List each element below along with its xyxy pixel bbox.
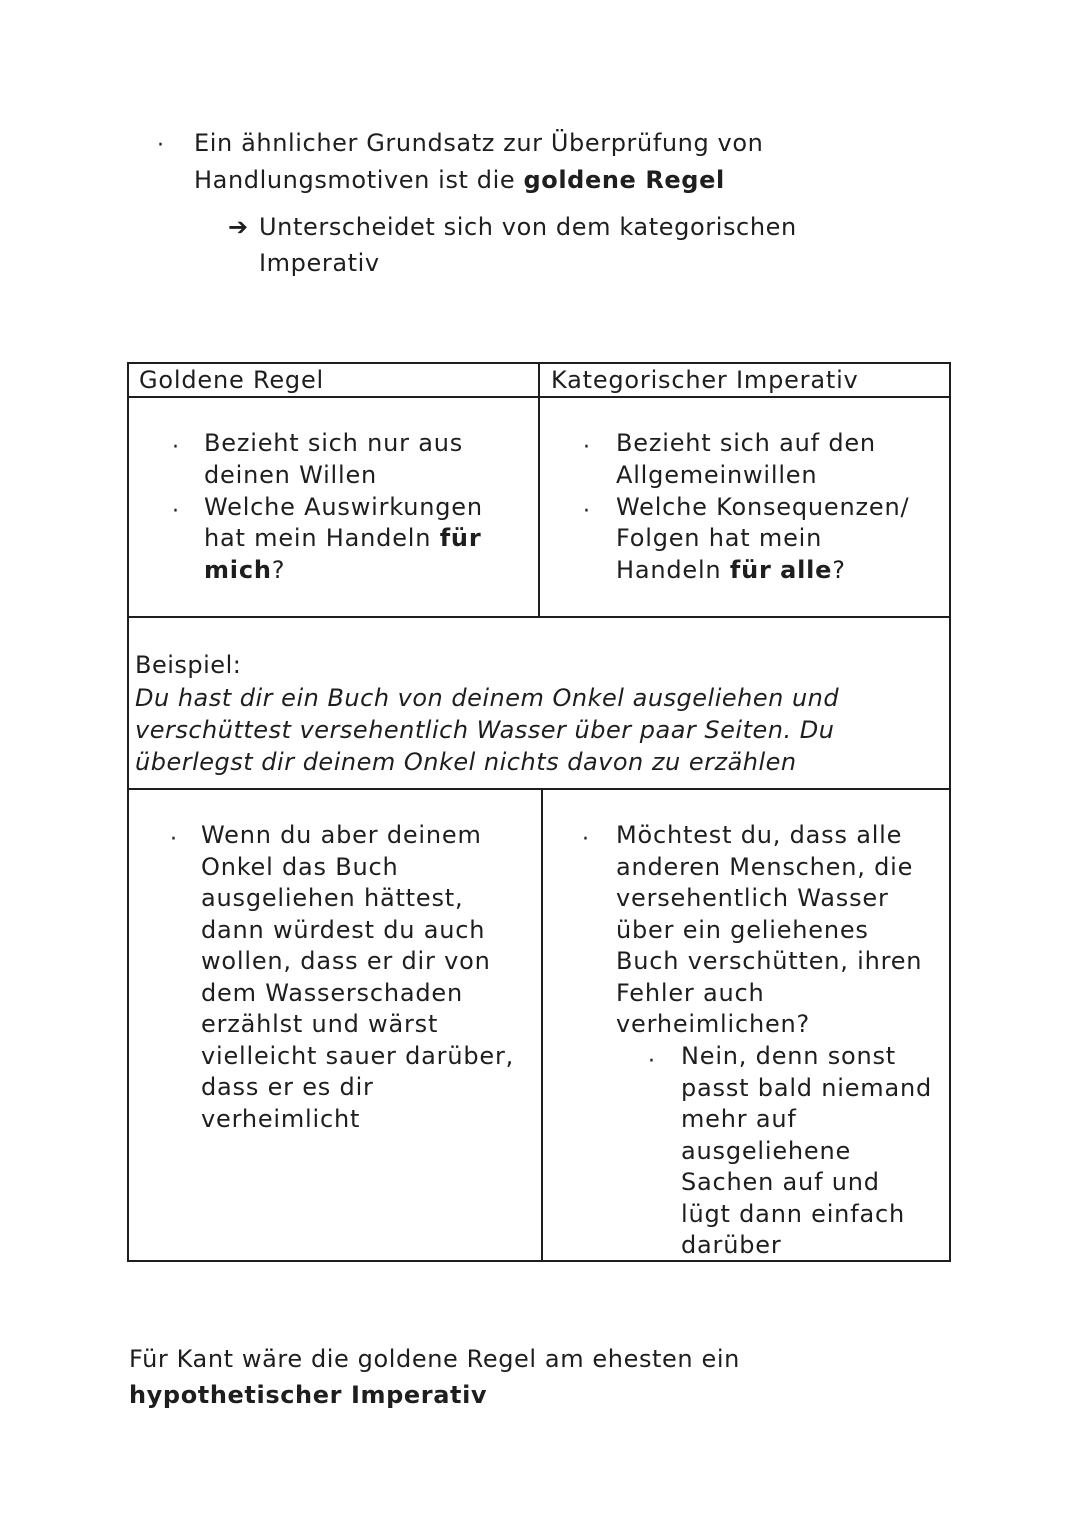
left-example-line: erzählst und wärst bbox=[201, 1010, 439, 1038]
right-example-line: versehentlich Wasser bbox=[616, 884, 889, 912]
left-example-line: Wenn du aber deinem bbox=[201, 821, 482, 849]
bullet-icon: · bbox=[583, 499, 590, 524]
right-point-2-suffix: ? bbox=[832, 556, 846, 584]
right-example-line: Buch verschütten, ihren bbox=[616, 947, 923, 975]
left-point-2-line-3 bbox=[204, 555, 285, 587]
right-point-2-line-2: Folgen hat mein bbox=[616, 524, 823, 552]
left-point-2-line-2 bbox=[204, 523, 481, 555]
hypothetical-imperative-term: hypothetischer Imperativ bbox=[129, 1381, 488, 1409]
right-example-line: über ein geliehenes bbox=[616, 915, 869, 944]
right-point-2-space bbox=[772, 556, 780, 584]
right-point-2-bold-alle: alle bbox=[780, 556, 833, 584]
left-point-2-bold-mich: mich bbox=[204, 556, 272, 584]
left-example-line: dass er es dir bbox=[201, 1073, 374, 1101]
example-text-line-2: verschüttest versehentlich Wasser über paar Seiten. Du bbox=[135, 716, 835, 744]
example-text-line-1: Du hast dir ein Buch von deinem Onkel ausgeliehen und bbox=[135, 684, 840, 712]
example-text-line-3: überlegst dir deinem Onkel nichts davon zu erzählen bbox=[135, 748, 797, 776]
right-sub-line: Nein, denn sonst bbox=[681, 1042, 897, 1070]
right-sub-line: Sachen auf und bbox=[681, 1168, 880, 1196]
bullet-icon: · bbox=[582, 827, 589, 852]
bullet-icon: · bbox=[157, 133, 164, 158]
left-example-line: vielleicht sauer darüber, bbox=[201, 1041, 515, 1070]
right-point-2-bold-fuer: für bbox=[729, 556, 772, 584]
right-sub-line: mehr auf bbox=[681, 1105, 797, 1133]
bullet-icon: · bbox=[170, 827, 177, 852]
right-sub-line: darüber bbox=[681, 1231, 782, 1259]
bullet-icon: · bbox=[172, 499, 179, 524]
example-label: Beispiel: bbox=[135, 651, 242, 679]
comparison-table bbox=[127, 362, 951, 1262]
conclusion-line-1: Für Kant wäre die goldene Regel am ehesten ein bbox=[129, 1345, 740, 1373]
left-example-line: ausgeliehen hättest, bbox=[201, 884, 464, 912]
intro-line-1: Ein ähnlicher Grundsatz zur Überprüfung von bbox=[194, 129, 764, 157]
right-example-line: Fehler auch bbox=[616, 978, 765, 1007]
left-point-2-line-1: Welche Auswirkungen bbox=[204, 493, 483, 521]
right-point-2-line-1: Welche Konsequenzen/ bbox=[616, 493, 910, 521]
right-point-1-line-2: Allgemeinwillen bbox=[616, 461, 818, 489]
left-point-1-line-2: deinen Willen bbox=[204, 461, 378, 489]
intro-line-2-text: Handlungsmotiven ist die bbox=[194, 166, 524, 194]
example-bottom-divider bbox=[129, 788, 949, 790]
right-sub-line: lügt dann einfach bbox=[681, 1199, 905, 1228]
intro-line-2 bbox=[194, 163, 725, 198]
right-point-1-line-1: Bezieht sich auf den bbox=[616, 429, 876, 457]
left-example-line: dann würdest du auch bbox=[201, 915, 486, 944]
left-example-line: Onkel das Buch bbox=[201, 852, 399, 881]
left-point-2-line-2-text: hat mein Handeln bbox=[204, 524, 440, 552]
golden-rule-term: goldene Regel bbox=[523, 166, 725, 194]
intro-sub-line-2: Imperativ bbox=[259, 249, 380, 277]
header-golden-rule: Goldene Regel bbox=[139, 366, 324, 394]
right-sub-line: passt bald niemand bbox=[681, 1073, 933, 1102]
left-point-2-bold-fuer: für bbox=[439, 524, 482, 552]
bullet-icon: · bbox=[172, 435, 179, 460]
left-point-2-suffix: ? bbox=[271, 556, 286, 584]
header-categorical-imperative: Kategorischer Imperativ bbox=[551, 366, 859, 394]
conclusion-line-2 bbox=[129, 1378, 487, 1413]
column-divider-bottom bbox=[541, 788, 543, 1262]
bullet-icon: · bbox=[648, 1049, 655, 1074]
column-divider-top bbox=[538, 364, 540, 616]
left-example-line: wollen, dass er dir von bbox=[201, 947, 491, 975]
right-point-2-line-3-text: Handeln bbox=[616, 556, 730, 584]
right-example-line: anderen Menschen, die bbox=[616, 852, 914, 881]
left-example-line: dem Wasserschaden bbox=[201, 978, 463, 1007]
intro-sub-line-1: Unterscheidet sich von dem kategorischen bbox=[259, 213, 797, 241]
left-example-line: verheimlicht bbox=[201, 1104, 361, 1133]
right-sub-line: ausgeliehene bbox=[681, 1136, 852, 1165]
example-top-divider bbox=[129, 616, 949, 618]
right-example-line: Möchtest du, dass alle bbox=[616, 821, 903, 849]
left-point-1-line-1: Bezieht sich nur aus bbox=[204, 429, 464, 457]
arrow-right-icon: ➔ bbox=[228, 213, 249, 241]
bullet-icon: · bbox=[583, 435, 590, 460]
right-example-line: verheimlichen? bbox=[616, 1010, 811, 1038]
right-point-2-line-3 bbox=[616, 555, 846, 587]
